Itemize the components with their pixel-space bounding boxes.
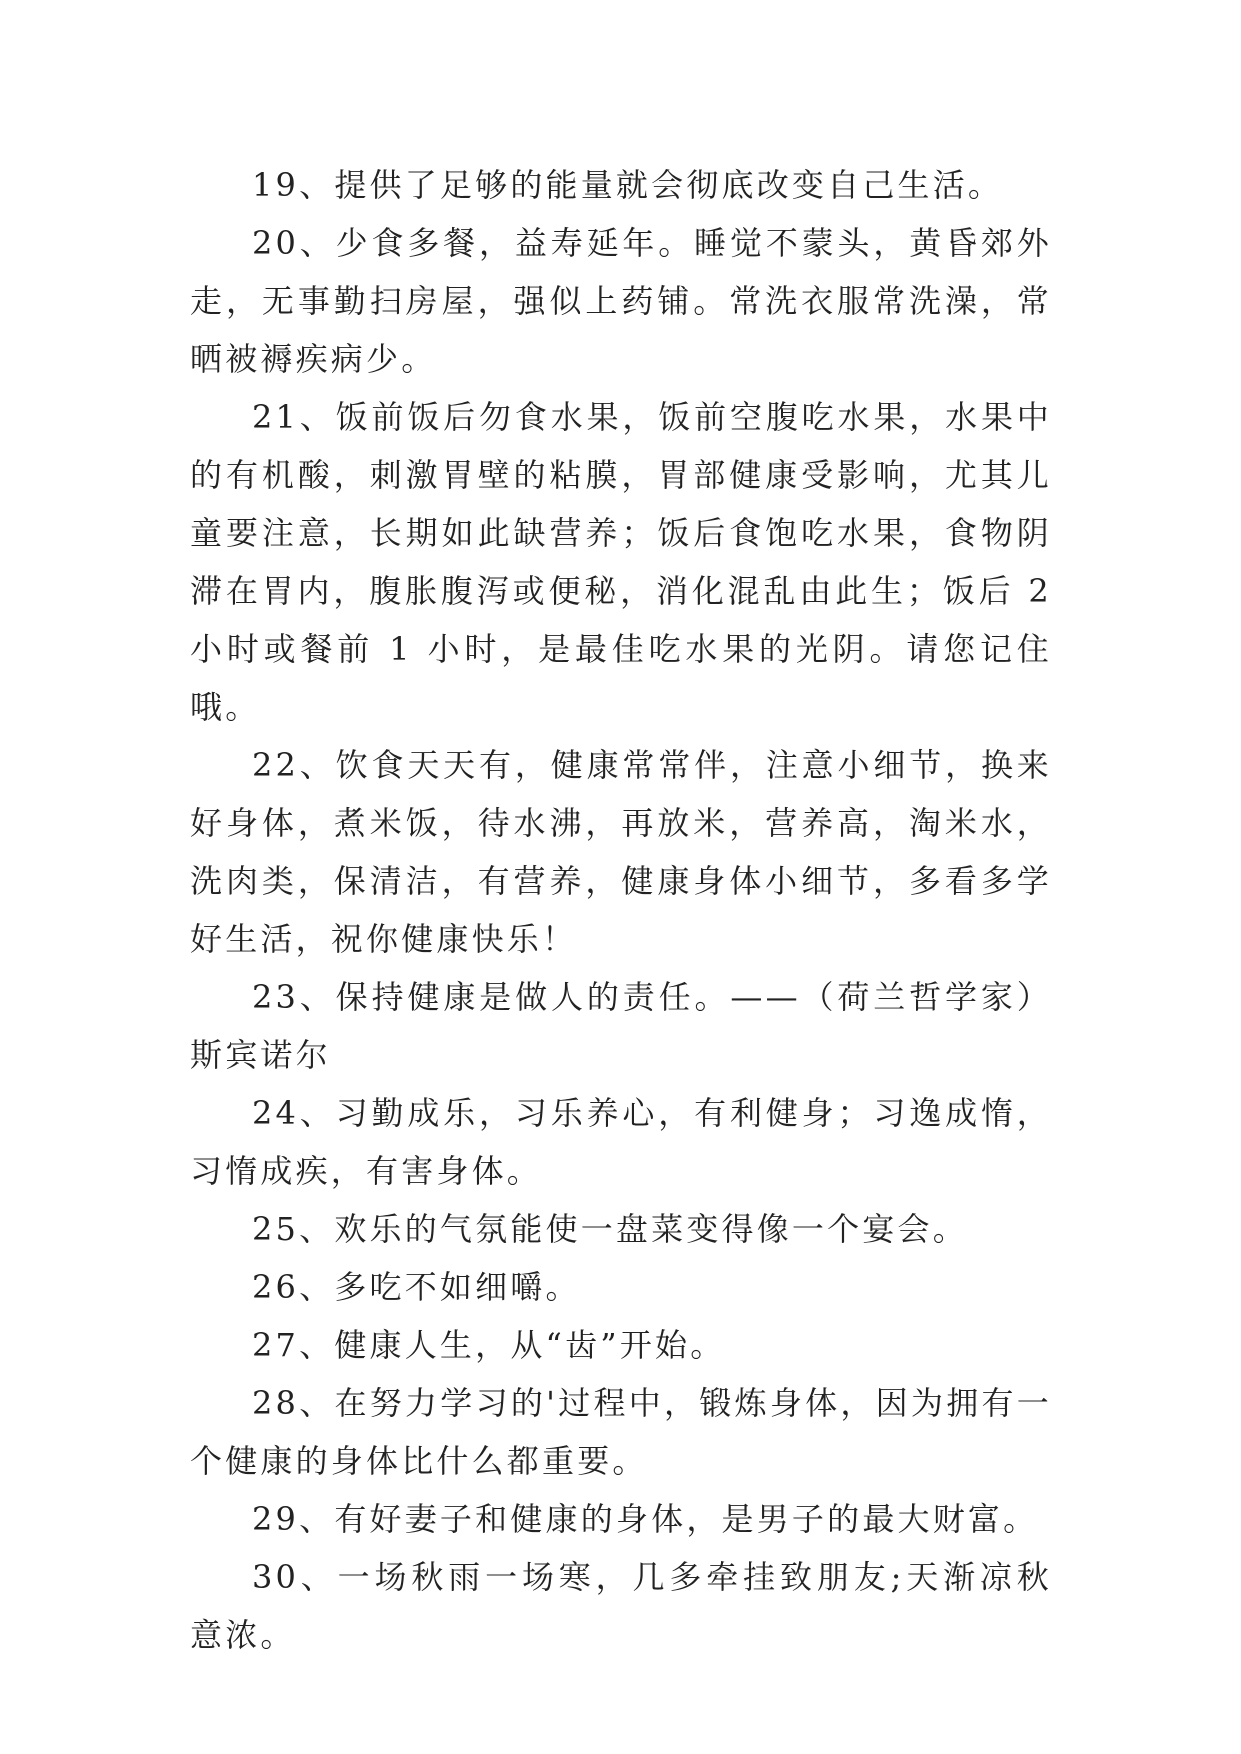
paragraph-27: 27、健康人生，从“齿”开始。 — [252, 1326, 726, 1364]
paragraph-22: 22、饮食天天有，健康常常伴，注意小细节，换来好身体，煮米饭，待水沸，再放米，营养高，淘米水，洗肉类，保清洁，有营养，健康身体小细节，多看多学好生活，祝你健康快乐！ — [190, 746, 1052, 958]
paragraph-30: 30、一场秋雨一场寒，几多牵挂致朋友;天渐凉秋意浓。 — [190, 1558, 1052, 1654]
paragraph-19: 19、提供了足够的能量就会彻底改变自己生活。 — [252, 166, 1004, 204]
paragraph-21: 21、饭前饭后勿食水果，饭前空腹吃水果，水果中的有机酸，刺激胃壁的粘膜，胃部健康受影响，尤其儿童要注意，长期如此缺营养；饭后食饱吃水果，食物阴滞在胃内，腹胀腹泻或便秘，消化混乱由此生；饭后 2 小时或餐前 1 小时，是最佳吃水果的光阴。请您记住哦。 — [190, 398, 1052, 726]
paragraph-20: 20、少食多餐，益寿延年。睡觉不蒙头，黄昏郊外走，无事勤扫房屋，强似上药铺。常洗衣服常洗澡，常晒被褥疾病少。 — [190, 224, 1052, 378]
paragraph-25: 25、欢乐的气氛能使一盘菜变得像一个宴会。 — [252, 1210, 968, 1248]
paragraph-23: 23、保持健康是做人的责任。——（荷兰哲学家）斯宾诺尔 — [190, 978, 1052, 1074]
paragraph-24: 24、习勤成乐，习乐养心，有利健身；习逸成惰，习惰成疾，有害身体。 — [190, 1094, 1052, 1190]
paragraph-29: 29、有好妻子和健康的身体，是男子的最大财富。 — [252, 1500, 1039, 1538]
paragraph-28: 28、在努力学习的'过程中，锻炼身体，因为拥有一个健康的身体比什么都重要。 — [190, 1384, 1052, 1480]
document-body — [190, 156, 1052, 1664]
paragraph-26: 26、多吃不如细嚼。 — [252, 1268, 581, 1306]
